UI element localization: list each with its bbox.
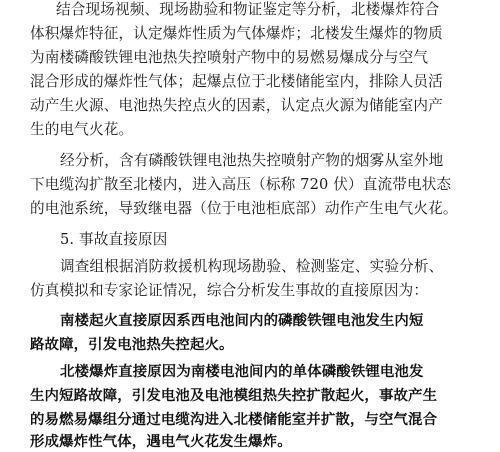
- text-line: 为南楼磷酸铁锂电池热失控喷射产物中的易燃易爆成分与空气: [30, 49, 429, 66]
- bold-text-line: 南楼起火直接原因系西电池间内的磷酸铁锂电池发生内短: [60, 313, 424, 329]
- section-heading: 5. 事故直接原因: [60, 231, 168, 248]
- text-line: 动产生火源、电池热失控点火的因素，认定点火源为储能室内产: [30, 97, 443, 114]
- text-line: 的电池系统，导致继电器（位于电池柜底部）动作产生电气火花。: [30, 200, 458, 217]
- bold-text-line: 路故障，引发电池热失控起火。: [30, 337, 234, 353]
- bold-text-line: 生内短路故障，引发电池及电池模组热失控扩散起火，事故产生: [30, 388, 438, 404]
- text-line: 体积爆炸特征，认定爆炸性质为气体爆炸；北楼发生爆炸的物质: [30, 25, 443, 42]
- bold-text-line: 的易燃易爆组分通过电缆沟进入北楼储能室并扩散，与空气混合: [30, 412, 438, 428]
- bold-text-line: 北楼爆炸直接原因为南楼电池间内的单体磷酸铁锂电池发: [60, 364, 424, 380]
- text-line: 下电缆沟扩散至北楼内，进入高压（标称 720 伏）直流带电状态: [30, 176, 452, 193]
- text-line: 经分析，含有磷酸铁锂电池热失控喷射产物的烟雾从室外地: [60, 152, 444, 169]
- text-line: 仿真模拟和专家论证情况，综合分析发生事故的直接原因为：: [30, 282, 429, 299]
- bold-text-line: 形成爆炸性气体，遇电气火花发生爆炸。: [30, 434, 292, 450]
- text-line: 结合现场视频、现场勘验和物证鉴定等分析，北楼爆炸符合: [56, 1, 440, 18]
- text-line: 生的电气火花。: [30, 121, 134, 138]
- text-line: 混合形成的爆炸性气体；起爆点位于北楼储能室内，排除人员活: [30, 73, 443, 90]
- text-line: 调查组根据消防救援机构现场勘验、检测鉴定、实验分析、: [60, 258, 444, 275]
